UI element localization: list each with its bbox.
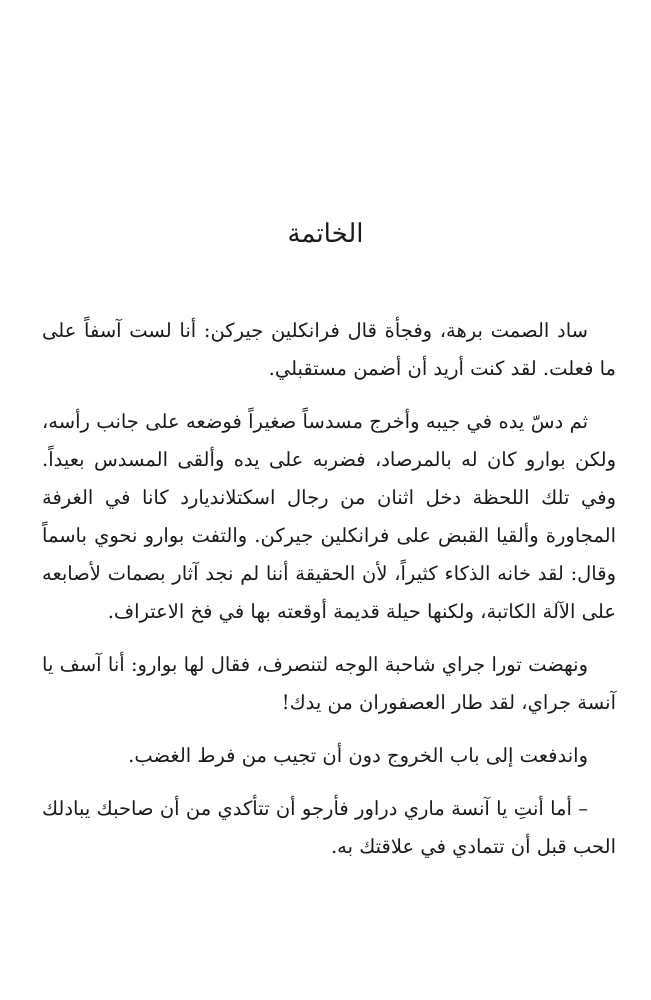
paragraph-tora-gray: ونهضت تورا جراي شاحبة الوجه لتنصرف، فقال لها بوارو: أنا آسف يا آنسة جراي، لقد طار العصفوران من يدك! [42,653,616,714]
paragraph-silence: ساد الصمت برهة، وفجأة قال فرانكلين جيركن: أنا لست آسفاً على ما فعلت. لقد كنت أريد أن أضمن مستقبلي. [42,319,616,380]
paragraph-pistol: ثم دسّ يده في جيبه وأخرج مسدساً صغيراً فوضعه على جانب رأسه، ولكن بوارو كان له بالمرصاد، فضربه على يده وألقى المسدس بعيداً. وفي تلك اللحظة دخل اثنان من رجال اسكتلانديارد كانا في الغرفة المجاورة وألقيا القبض على فرانكلين جيركن. والتفت بوارو نحوي باسماً وقال: لقد خانه الذكاء كثيراً، لأن الحقيقة أننا لم نجد آثار بصمات لأصابعه على الآلة الكاتبة، ولكنها حيلة قديمة أوقعته بها في فخ الاعتراف. [42,410,616,623]
chapter-body [42,312,616,881]
chapter-title: الخاتمة [287,219,364,249]
paragraph-exit: واندفعت إلى باب الخروج دون أن تجيب من فرط الغضب. [128,744,588,767]
paragraph-mary-drower: – أما أنتِ يا آنسة ماري دراور فأرجو أن تتأكدي من أن صاحبك يبادلك الحب قبل أن تتمادي في علاقتك به. [42,797,616,858]
